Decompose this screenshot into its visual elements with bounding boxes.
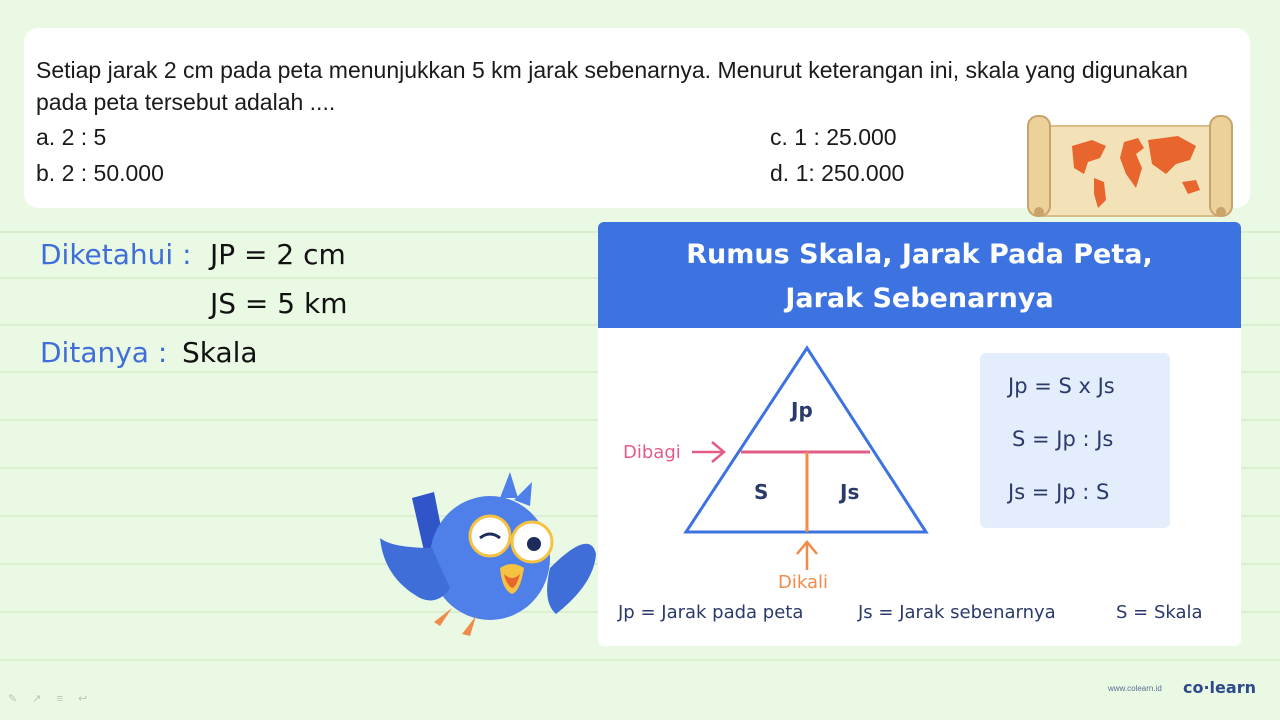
triangle-right-js: Js <box>840 480 860 504</box>
asked-label: Ditanya : <box>40 336 168 369</box>
formula-card <box>598 222 1241 646</box>
formula-triangle <box>598 328 958 598</box>
legend-jp: Jp = Jarak pada peta <box>618 602 804 623</box>
triangle-left-s: S <box>754 480 769 504</box>
world-map-scroll-icon <box>1020 112 1240 230</box>
known-js: JS = 5 km <box>210 287 348 320</box>
question-text: Setiap jarak 2 cm pada peta menunjukkan 5 km jarak sebenarnya. Menurut keterangan ini, skala yang digunakan pada peta tersebut adalah .... <box>36 57 1188 115</box>
option-a[interactable]: a. 2 : 5 <box>36 124 107 150</box>
formula-title-line2: Jarak Sebenarnya <box>785 283 1054 314</box>
rule-jp: Jp = S x Js <box>1008 374 1115 398</box>
question-card <box>24 28 1250 208</box>
formula-header <box>598 222 1241 328</box>
option-d[interactable]: d. 1: 250.000 <box>770 160 905 186</box>
formula-rules-box <box>980 353 1170 528</box>
formula-title-line1: Rumus Skala, Jarak Pada Peta, <box>686 239 1153 270</box>
known-jp: JP = 2 cm <box>210 238 346 271</box>
asked-value: Skala <box>182 336 258 369</box>
rule-js: Js = Jp : S <box>1008 480 1110 504</box>
toolbar-icons: ✎ ↗ ≡ ↩ <box>8 693 94 705</box>
divide-label: Dibagi <box>623 442 681 463</box>
legend-js: Js = Jarak sebenarnya <box>858 602 1056 623</box>
known-label: Diketahui : <box>40 238 192 271</box>
legend-s: S = Skala <box>1116 602 1203 623</box>
bird-mascot-icon <box>372 458 602 658</box>
footer-url: www.colearn.id <box>1108 684 1162 693</box>
rule-s: S = Jp : Js <box>1012 427 1114 451</box>
multiply-label: Dikali <box>778 572 829 593</box>
option-c[interactable]: c. 1 : 25.000 <box>770 124 897 150</box>
option-b[interactable]: b. 2 : 50.000 <box>36 160 164 186</box>
footer-brand-logo: co·learn <box>1183 678 1256 697</box>
triangle-top-jp: Jp <box>791 398 813 422</box>
